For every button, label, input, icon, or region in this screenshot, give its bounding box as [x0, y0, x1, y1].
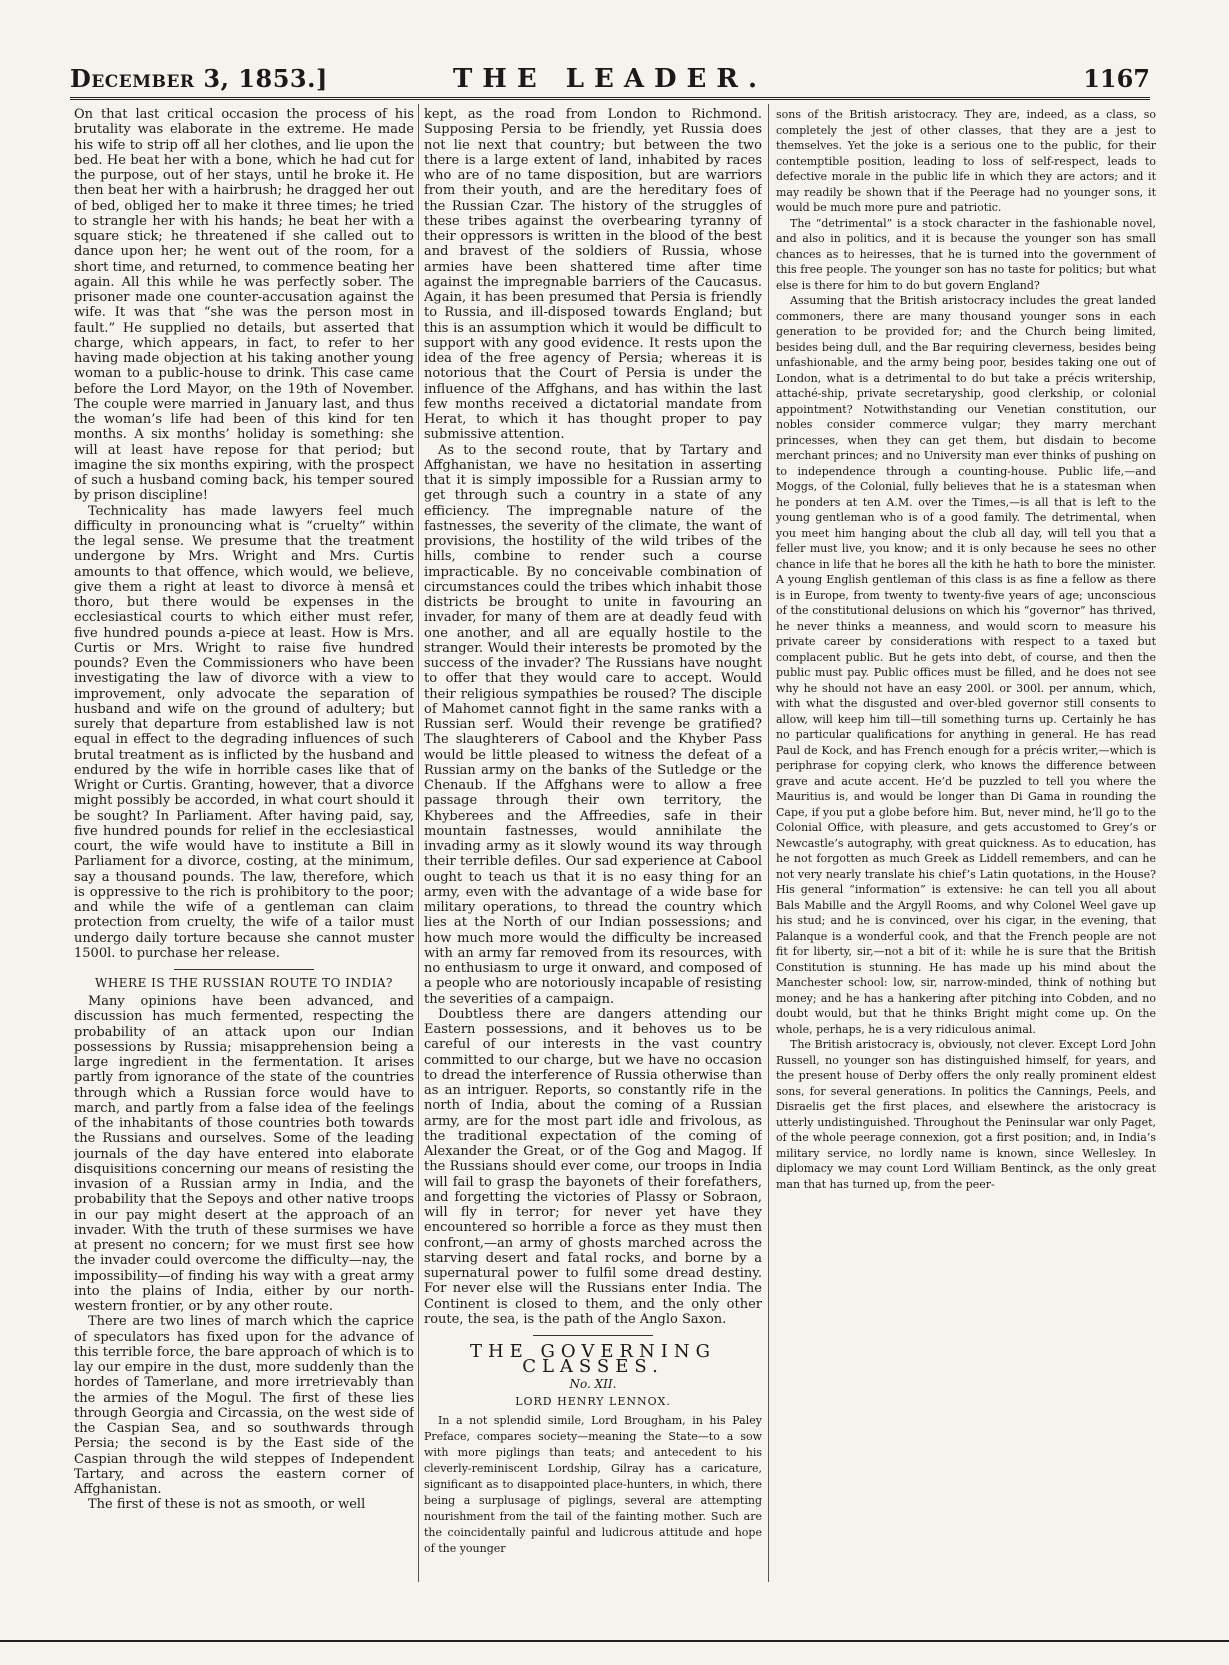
column-1 [74, 107, 414, 1585]
section-subject: LORD HENRY LENNOX. [515, 1394, 671, 1408]
issue-date: December 3, 1853.] [70, 64, 328, 93]
column-divider [418, 104, 419, 1582]
section-heading: WHERE IS THE RUSSIAN ROUTE TO INDIA? [94, 976, 393, 990]
article-paragraph: On that last critical occasion the process of his brutality was elaborate in the extreme. He made his wife to strip off all her clothes, and lie upon the bed. He beat her with a bone, which he had cut for the purpose, out of her stays, until he broke it. He then beat her with a hairbrush; he dragged her out of bed, obliged her to make it three times; he tried to strangle her with his hands; he beat her with a square stick; he threatened if she called out to dance upon her; he went out of the room, for a short time, and returned, to commence beating her again. All this while he was perfectly sober. The prisoner made one counter-accusation against the wife. It was that “she was the person most in fault.” He supplied no details, but asserted that charge, which appears, in fact, to refer to her having made objection at his taking another young woman to a public-house to drink. This case came before the Lord Mayor, on the 19th of November. The couple were married in January last, and thus the woman’s life had been of this kind for ten months. A six months’ holiday is something: she will at least have repose for that period; but imagine the six months expiring, with the prospect of such a husband coming back, his temper soured by prison discipline! [74, 107, 414, 504]
article-paragraph: sons of the British aristocracy. They are, indeed, as a class, so completely the jest of other classes, that they are a jest to themselves. Yet the joke is a serious one to the public, for their contemptible position, leading to loss of self-respect, leads to defective morale in the public life in which they are actors; and it may readily be shown that if the Peerage had no younger sons, it would be much more pure and patriotic. [776, 108, 1156, 214]
section-divider [533, 1335, 653, 1336]
footer-rule [0, 1640, 1229, 1642]
article-paragraph: Technicality has made lawyers feel much difficulty in pronouncing what is “cruelty” within the legal sense. We presume that the treatment undergone by Mrs. Wright and Mrs. Curtis amounts to that offence, which would, we believe, give them a right at least to divorce à mensâ et thoro, but there would be expenses in the ecclesiastical courts to which either must refer, five hundred pounds a-piece at least. How is Mrs. Curtis or Mrs. Wright to raise five hundred pounds? Even the Commissioners who have been investigating the law of divorce with a view to improvement, only advocate the separation of husband and wife on the ground of adultery; but surely that departure from established law is not equal in effect to the degrading influences of such brutal treatment as is inflicted by the husband and endured by the wife in horrible cases like that of Wright or Curtis. Granting, however, that a divorce might possibly be accorded, in what court should it be sought? In Parliament. After having paid, say, five hundred pounds for relief in the ecclesiastical court, the wife would have to institute a Bill in Parliament for a divorce, costing, at the minimum, say a thousand pounds. The law, therefore, which is oppressive to the rich is prohibitory to the poor; and while the wife of a gentleman can claim protection from cruelty, the wife of a tailor must undergo daily torture because she cannot muster 1500l. to purchase her release. [74, 503, 414, 961]
article-paragraph: The British aristocracy is, obviously, not clever. Except Lord John Russell, no younger son has distinguished himself, for years, and the present house of Derby offers the only really prominent eldest sons, for several generations. In politics the Cannings, Peels, and Disraelis get the first places, and elsewhere the aristocracy is utterly undistinguished. Throughout the Peninsular war only Paget, of the whole peerage connexion, got a first position; and, in India’s military service, no lordly name is known, since Wellesley. In diplomacy we may count Lord William Bentinck, as the only great man that has turned up, from the peer- [776, 1038, 1156, 1191]
masthead [70, 64, 1150, 94]
newspaper-title: THE LEADER. [452, 64, 768, 94]
column-3 [776, 107, 1156, 1585]
column-divider [768, 104, 769, 1582]
section-divider [174, 969, 314, 970]
article-paragraph: In a not splendid simile, Lord Brougham, in his Paley Preface, compares society—meaning the State—to a sow with more piglings than teats; and antecedent to his cleverly-reminiscent Lordship, Gilray has a caricature, significant as to disappointed place-hunters, in which, there being a surplusage of piglings, several are attempting nourishment from the tail of the fainting mother. Such are the coincidentally painful and ludicrous attitude and hope of the younger [424, 1414, 762, 1555]
article-paragraph: There are two lines of march which the caprice of speculators has fixed upon for the advance of this terrible force, the bare approach of which is to lay our empire in the dust, more suddenly than the hordes of Tamerlane, and more irretrievably than the armies of the Mogul. The first of these lies through Georgia and Circassia, on the west side of the Caspian Sea, and so southwards through Persia; the second is by the East side of the Caspian through the wild steppes of Independent Tartary, and across the eastern corner of Affghanistan. [74, 1314, 414, 1497]
header-rule [70, 97, 1150, 100]
column-2 [424, 107, 762, 1585]
article-paragraph: Doubtless there are dangers attending our Eastern possessions, and it behoves us to be careful of our interests in the vast country committed to our charge, but we have no occasion to dread the interference of Russia otherwise than as an intriguer. Reports, so constantly rife in the north of India, about the coming of a Russian army, are for the most part idle and frivolous, as the traditional expectation of the coming of Alexander the Great, or of the Gog and Magog. If the Russians should ever come, our troops in India will fail to grasp the bayonets of their forefathers, and forgetting the victories of Plassy or Sobraon, will fly in terror; for never yet have they encountered so horrible a force as they must then confront,—an army of ghosts marched across the starving desert and fatal rocks, and borne by a supernatural power to fulfil some dread destiny. For never else will the Russians enter India. The Continent is closed to them, and the only other route, the sea, is the path of the Anglo Saxon. [424, 1006, 762, 1327]
article-paragraph: Assuming that the British aristocracy includes the great landed commoners, there are many thousand younger sons in each generation to be provided for; and the Church being limited, besides being dull, and the Bar requiring cleverness, besides being unfashionable, and the army being poor, besides taking one out of London, what is a detrimental to do but take a précis writership, attaché-ship, private secretaryship, good clerkship, or colonial appointment? Notwithstanding our Venetian constitution, our nobles consider commerce vulgar; they marry merchant princesses, when they can get them, but disdain to become merchant princes; and no University man ever thinks of pushing on to independence through a counting-house. Public life,—and Moggs, of the Colonial, fully believes that he is a statesman when he ponders at ten A.M. over the Times,—is all that is left to the young gentleman who is of a good family. The detrimental, when you meet him hanging about the club all day, will tell you that a feller must live, you know; and it is only because he sees no other chance in life that he bores all the kith he hath to bore the minister. A young English gentleman of this class is as fine a fellow as there is in Europe, from twenty to twenty-five years of age; unconscious of the constitutional delusions on which his “governor” has thrived, he never thinks a meanness, and would scorn to measure his private career by considerations with respect to a taxed but complacent public. But he gets into debt, of course, and then the public must pay. Public offices must be filled, and he does not see why he should not have an easy 200l. or 300l. per annum, which, with what the disgusted and over-bled governor still consents to allow, will keep him till—till something turns up. Certainly he has no particular qualifications for anything in general. He has read Paul de Kock, and has French enough for a précis writer,—which is periphrase for copying clerk, who knows the difference between grave and acute accent. He’d be puzzled to tell you where the Mauritius is, and would be longer than Di Gama in rounding the Cape, if you put a globe before him. But, never mind, he’ll go to the Colonial Office, with pleasure, and gets accustomed to Grey’s or Newcastle’s autography, with great quickness. As to education, has he not forgotten as much Greek as Liddell remembers, and can he not very nearly translate his chief’s Latin quotations, in the House? His general “information” is extensive: he can tell you all about Bals Mabille and the Argyll Rooms, and why Colonel Weel gave up his stud; and he is convinced, over his cigar, in the evening, that Palanque is a wonderful cook, and that the French people are not fit for liberty, sir,—not a bit of it: while he is sure that the British Constitution is stunning. He has made up his mind about the Manchester school: low, sir, narrow-minded, think of nothing but money; and he has a hankering after pitching into Cobden, and no doubt would, but that he thinks Bright might come up. On the whole, perhaps, he is a very ridiculous animal. [776, 294, 1156, 1036]
section-title: THE GOVERNING CLASSES. [469, 1341, 717, 1378]
section-number: No. XII. [569, 1376, 617, 1391]
article-paragraph: The first of these is not as smooth, or well [88, 1497, 366, 1513]
page-number: 1167 [1083, 64, 1150, 93]
article-paragraph: The “detrimental” is a stock character in the fashionable novel, and also in politics, and it is because the younger son has small chances as to heiresses, that he is turned into the government of this free people. The younger son has no taste for politics; but what else is there for him to do but govern England? [776, 216, 1156, 292]
article-paragraph: Many opinions have been advanced, and discussion has much fermented, respecting the probability of an attack upon our Indian possessions by Russia; misapprehension being a large ingredient in the fermentation. It arises partly from ignorance of the state of the countries through which a Russian force would have to march, and partly from a false idea of the feelings of the inhabitants of those countries both towards the Russians and ourselves. Some of the leading journals of the day have entered into elaborate disquisitions concerning our means of resisting the invasion of a Russian army in India, and the probability that the Sepoys and other native troops in our pay might desert at the approach of an invader. With the truth of these surmises we have at present no concern; for we must first see how the invader could overcome the difficulty—nay, the impossibility—of finding his way with a great army into the plains of India, either by our north-western frontier, or by any other route. [74, 994, 414, 1314]
article-paragraph: As to the second route, that by Tartary and Affghanistan, we have no hesitation in asserting that it is simply impossible for a Russian army to get through such a country in a state of any efficiency. The impregnable nature of the fastnesses, the severity of the climate, the want of provisions, the hostility of the wild tribes of the hills, combine to render such a course impracticable. By no conceivable combination of circumstances could the tribes which inhabit those districts be brought to unite in favouring an invader, for many of them are at deadly feud with one another, and all are equally hostile to the stranger. Would their interests be promoted by the success of the invader? The Russians have nought to offer that they would care to accept. Would their religious sympathies be roused? The disciple of Mahomet cannot fight in the same ranks with a Russian serf. Would their revenge be gratified? The slaughterers of Cabool and the Khyber Pass would be little pleased to witness the defeat of a Russian army on the banks of the Sutledge or the Chenaub. If the Affghans were to allow a free passage through their own territory, the Khyberees and the Affreedies, safe in their mountain fastnesses, would annihilate the invading army as it slowly wound its way through their terrible defiles. Our sad experience at Cabool ought to teach us that it is no easy thing for an army, even with the advantage of a wide base for military operations, to thread the country which lies at the North of our Indian possessions; and how much more would the difficulty be increased with an army far removed from its resources, with no enthusiasm to urge it onward, and composed of a people who are notoriously incapable of resisting the severities of a campaign. [424, 442, 762, 1007]
article-paragraph: kept, as the road from London to Richmond. Supposing Persia to be friendly, yet Russia does not lie next that country; but between the two there is a large extent of land, inhabited by races who are of no tame disposition, but are warriors from their youth, and are the hereditary foes of the Russian Czar. The history of the struggles of these tribes against the overbearing tyranny of their oppressors is written in the blood of the best and bravest of the soldiers of Russia, whose armies have been shattered time after time against the impregnable barriers of the Caucasus. Again, it has been presumed that Persia is friendly to Russia, and ill-disposed towards England; but this is an assumption which it would be difficult to support with any good evidence. It rests upon the idea of the free agency of Persia; whereas it is notorious that the Court of Persia is under the influence of the Affghans, and has within the last few months received a dictatorial mandate from Herat, to which it has thought proper to pay submissive attention. [424, 107, 762, 443]
